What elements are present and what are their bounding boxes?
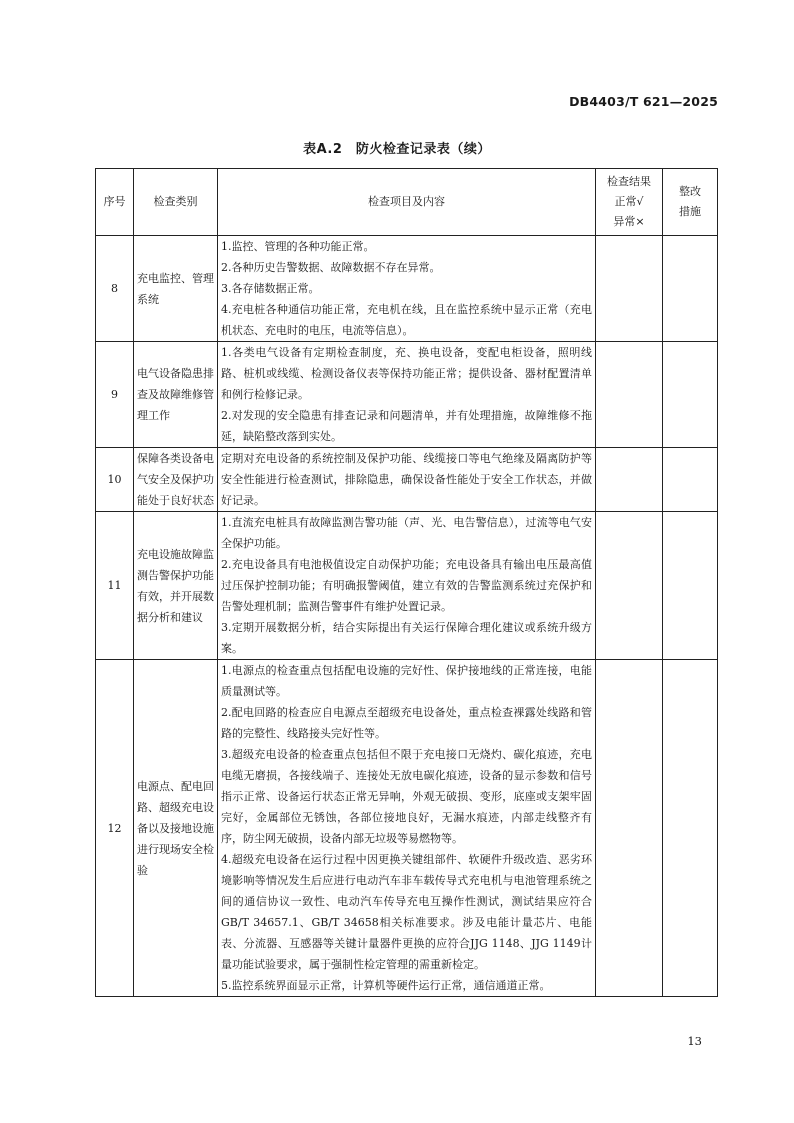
content-item: 3.定期开展数据分析，结合实际提出有关运行保障合理化建议或系统升级方案。 (221, 621, 592, 655)
row-category: 电源点、配电回路、超级充电设备以及接地设施进行现场安全检验 (134, 660, 218, 997)
rectification-cell[interactable] (663, 660, 718, 997)
column-header-result (596, 169, 663, 236)
column-header-result-line2: 正常√ (614, 195, 644, 208)
row-seq: 10 (96, 448, 134, 512)
content-item: 1.各类电气设备有定期检查制度，充、换电设备，变配电柜设备，照明线路、桩机或线缆、检测设备仪表等保持功能正常；提供设备、器材配置清单和例行检修记录。 (221, 346, 592, 401)
row-category: 充电监控、管理系统 (134, 236, 218, 342)
content-item: 4.充电桩各种通信功能正常，充电机在线，且在监控系统中显示正常（充电机状态、充电时的电压，电流等信息）。 (221, 303, 592, 337)
fire-inspection-record-table (95, 168, 718, 997)
content-item: 4.超级充电设备在运行过程中因更换关键组部件、软硬件升级改造、恶劣环境影响等情况发生后应进行电动汽车非车载传导式充电机与电池管理系统之间的通信协议一致性、电动汽车传导充电互操作性测试，测试结果应符合GB/T 34657.1、GB/T 34658相关标准要求。涉及电能计量芯片、电能表、分流器、互感器等关键计量器件更换的应符合JJG 1148、JJG 1149计量功能试验要求，属于强制性检定管理的需重新检定。 (221, 853, 592, 971)
content-item: 定期对充电设备的系统控制及保护功能、线缆接口等电气绝缘及隔离防护等安全性能进行检查测试，排除隐患，确保设备性能处于安全工作状态，并做好记录。 (221, 452, 592, 507)
result-cell[interactable] (596, 342, 663, 448)
table-row (96, 660, 718, 997)
column-header-content: 检查项目及内容 (218, 169, 596, 236)
result-cell[interactable] (596, 236, 663, 342)
rectification-cell[interactable] (663, 448, 718, 512)
content-item: 2.对发现的安全隐患有排查记录和问题清单，并有处理措施，故障维修不拖延，缺陷整改落到实处。 (221, 409, 592, 443)
row-content (218, 448, 596, 512)
row-content (218, 236, 596, 342)
table-row (96, 342, 718, 448)
table-row (96, 448, 718, 512)
column-header-category: 检查类别 (134, 169, 218, 236)
rectification-cell[interactable] (663, 512, 718, 660)
column-header-rectify-line1: 整改 (679, 185, 701, 198)
content-item: 5.监控系统界面显示正常，计算机等硬件运行正常，通信通道正常。 (221, 979, 551, 992)
row-category: 保障各类设备电气安全及保护功能处于良好状态 (134, 448, 218, 512)
result-cell[interactable] (596, 512, 663, 660)
content-item: 3.超级充电设备的检查重点包括但不限于充电接口无烧灼、碳化痕迹，充电电缆无磨损，各接线端子、连接处无放电碳化痕迹，设备的显示参数和信号指示正常、设备运行状态正常无异响，外观无破损、变形，底座或支架牢固完好，金属部位无锈蚀，各部位接地良好，无漏水痕迹，内部走线整齐有序，防尘网无破损，设备内部无垃圾等易燃物等。 (221, 748, 592, 845)
content-item: 1.监控、管理的各种功能正常。 (221, 240, 375, 253)
row-seq: 12 (96, 660, 134, 997)
row-content (218, 660, 596, 997)
row-seq: 11 (96, 512, 134, 660)
content-item: 3.各存储数据正常。 (221, 282, 320, 295)
table-row (96, 236, 718, 342)
document-code: DB4403/T 621—2025 (569, 94, 718, 109)
table-row (96, 512, 718, 660)
row-content (218, 512, 596, 660)
row-seq: 8 (96, 236, 134, 342)
row-category: 电气设备隐患排查及故障维修管理工作 (134, 342, 218, 448)
content-item: 1.直流充电桩具有故障监测告警功能（声、光、电告警信息），过流等电气安全保护功能。 (221, 516, 592, 550)
content-item: 1.电源点的检查重点包括配电设施的完好性、保护接地线的正常连接，电能质量测试等。 (221, 664, 592, 698)
rectification-cell[interactable] (663, 342, 718, 448)
page-number: 13 (687, 1034, 702, 1048)
result-cell[interactable] (596, 660, 663, 997)
column-header-result-line3: 异常× (613, 215, 645, 228)
content-item: 2.充电设备具有电池极值设定自动保护功能；充电设备具有输出电压最高值过压保护控制功能；有明确报警阈值，建立有效的告警监测系统过充保护和告警处理机制；监测告警事件有维护处置记录。 (221, 558, 592, 613)
column-header-result-line1: 检查结果 (607, 175, 651, 188)
column-header-seq: 序号 (96, 169, 134, 236)
row-seq: 9 (96, 342, 134, 448)
row-category: 充电设施故障监测告警保护功能有效，并开展数据分析和建议 (134, 512, 218, 660)
content-item: 2.配电回路的检查应自电源点至超级充电设备处，重点检查裸露处线路和管路的完整性、线路接头完好性等。 (221, 706, 592, 740)
result-cell[interactable] (596, 448, 663, 512)
content-item: 2.各种历史告警数据、故障数据不存在异常。 (221, 261, 441, 274)
row-content (218, 342, 596, 448)
column-header-rectification (663, 169, 718, 236)
table-title: 表A.2 防火检查记录表（续） (303, 142, 491, 157)
column-header-rectify-line2: 措施 (679, 205, 701, 218)
table-header-row (96, 169, 718, 236)
rectification-cell[interactable] (663, 236, 718, 342)
